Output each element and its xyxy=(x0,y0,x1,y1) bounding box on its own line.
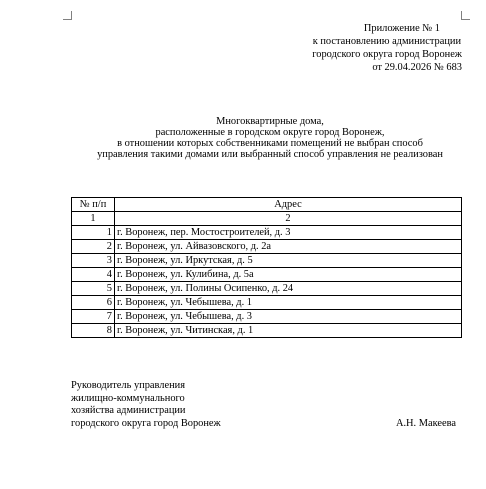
document-title xyxy=(60,116,480,160)
signer-last-row xyxy=(71,418,461,431)
row-address: г. Воронеж, ул. Читинская, д. 1 xyxy=(115,324,462,338)
table-row xyxy=(72,226,462,240)
title-line: Многоквартирные дома, xyxy=(216,116,324,127)
row-address: г. Воронеж, пер. Мостостроителей, д. 3 xyxy=(115,226,462,240)
crop-mark-right xyxy=(461,11,470,20)
subheader-address: 2 xyxy=(115,212,462,226)
appendix-authority: городского округа город Воронеж xyxy=(312,49,462,60)
appendix-resolution: к постановлению администрации xyxy=(312,36,461,47)
table-row xyxy=(72,282,462,296)
signer-position-line: жилищно-коммунального xyxy=(71,392,185,404)
address-table xyxy=(71,197,462,338)
table-row xyxy=(72,296,462,310)
row-number: 4 xyxy=(72,268,115,282)
row-number: 3 xyxy=(72,254,115,268)
title-line: управления такими домами или выбранный способ управления не реализован xyxy=(97,149,443,160)
row-address: г. Воронеж, ул. Иркутская, д. 5 xyxy=(115,254,462,268)
signer-position-line: хозяйства администрации xyxy=(71,405,186,416)
table-row xyxy=(72,254,462,268)
signer-position-line: Руководитель управления xyxy=(71,380,185,391)
row-number: 7 xyxy=(72,310,115,324)
signature-block xyxy=(71,380,461,430)
header-address: Адрес xyxy=(115,198,462,212)
table-row xyxy=(72,240,462,254)
table-row xyxy=(72,268,462,282)
table-header-row xyxy=(72,198,462,212)
row-number: 5 xyxy=(72,282,115,296)
row-address: г. Воронеж, ул. Полины Осипенко, д. 24 xyxy=(115,282,462,296)
title-line: расположенные в городском округе город Воронеж, xyxy=(155,127,385,138)
row-number: 2 xyxy=(72,240,115,254)
row-address: г. Воронеж, ул. Чебышева, д. 3 xyxy=(115,310,462,324)
appendix-date-number: от 29.04.2026 № 683 xyxy=(372,62,462,73)
subheader-number: 1 xyxy=(72,212,115,226)
row-number: 1 xyxy=(72,226,115,240)
header-number: № п/п xyxy=(72,198,115,212)
crop-mark-left xyxy=(63,11,72,20)
signer-position-line: городского округа город Воронеж xyxy=(71,417,221,429)
appendix-header xyxy=(312,22,462,74)
signer-name: А.Н. Макеева xyxy=(395,417,456,429)
row-address: г. Воронеж, ул. Кулибина, д. 5а xyxy=(115,268,462,282)
table-subheader-row xyxy=(72,212,462,226)
title-line: в отношении которых собственниками помещений не выбран способ xyxy=(117,138,423,149)
appendix-number: Приложение № 1 xyxy=(363,23,440,34)
row-address: г. Воронеж, ул. Айвазовского, д. 2а xyxy=(115,240,462,254)
row-address: г. Воронеж, ул. Чебышева, д. 1 xyxy=(115,296,462,310)
table-row xyxy=(72,310,462,324)
row-number: 8 xyxy=(72,324,115,338)
row-number: 6 xyxy=(72,296,115,310)
table-row xyxy=(72,324,462,338)
